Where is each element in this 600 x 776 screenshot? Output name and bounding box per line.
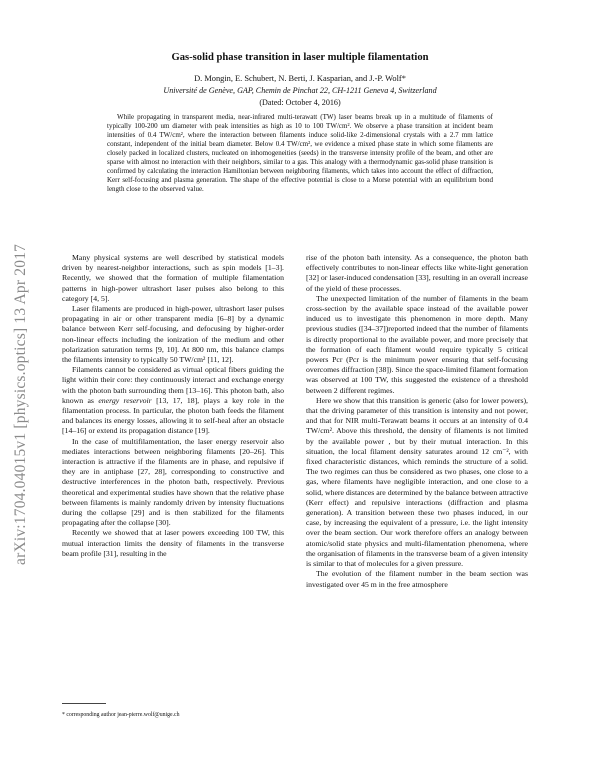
paragraph: rise of the photon bath intensity. As a consequence, the photon bath effectively contributes to non-linear effects like white-light generation [32] or laser-induced condensation [33], resulting in an overall increase of the yield of these processes.	[306, 253, 528, 293]
affiliation: Université de Genève, GAP, Chemin de Pinchat 22, CH-1211 Geneva 4, Switzerland	[163, 86, 437, 95]
paragraph	[62, 365, 284, 436]
paragraph: Laser filaments are produced in high-power, ultrashort laser pulses propagating in air or other transparent media [6–8] by a dynamic balance between Kerr self-focusing, and defocusing by higher-order non-linear effects including the ionization of the medium and other polarization saturation terms [9, 10]. At 800 nm, this balance clamps the filaments intensity to typically 50 TW/cm² [11, 12].	[62, 304, 284, 365]
footnote: * corresponding author jean-pierre.wolf@unige.ch	[62, 712, 180, 718]
arxiv-identifier: arXiv:1704.04015v1 [physics.optics] 13 Apr 2017	[12, 243, 29, 565]
author-list: D. Mongin, E. Schubert, N. Berti, J. Kasparian, and J.-P. Wolf*	[194, 74, 406, 83]
paragraph: In the case of multifilamentation, the laser energy reservoir also mediates interactions between neighboring filaments [20–26]. This interaction is attractive if the filaments are in phase, and repulsive if they are in antiphase [27, 28], corresponding to constructive and destructive interferences in the photon bath, respectively. Previous theoretical and experimental studies have shown that the relative phase between filaments is mainly randomly driven by intensity fluctuations during the collapse [29] and is then stabilized for the filaments propagating after the collapse [30].	[62, 436, 284, 528]
paragraph: Many physical systems are well described by statistical models driven by nearest-neighbor interactions, such as spin models [1–3]. Recently, we showed that the formation of multiple filamentation patterns in high-power ultrashort laser pulses also belong to this category [4, 5].	[62, 253, 284, 303]
footnote-rule	[62, 703, 106, 704]
paragraph: Recently we showed that at laser powers exceeding 100 TW, this mutual interaction limits the density of filaments in the transverse beam profile [31], resulting in the	[62, 528, 284, 558]
paragraph: Here we show that this transition is generic (also for lower powers), that the driving parameter of this transition is intensity and not power, and that for NIR multi-Terawatt beams it occurs at an intensity of 0.4 TW/cm². Above this threshold, the density of filaments is not limited by the available power , but by their mutual interaction. In this situation, the local filament density saturates around 12 cm⁻², with fixed characteristic distances, which reminds the structure of a solid. The two regimes can thus be considered as two phases, one close to a gas, where filaments have negligible interaction, and one close to a solid, where distances are determined by the balance between attractive (Kerr effect) and repulsive interactions (diffraction and plasma generation). A transition between these two phases induced, in our case, by increasing the equivalent of a pressure, i.e. the light intensity over the beam section. Our work therefore offers an analogy between atomic/solid state physics and multi-filamentation phenomena, where the organisation of filaments in the transverse beam of a given intensity is similar to that of molecules for a given pressure.	[306, 395, 528, 569]
paragraph: The evolution of the filament number in the beam section was investigated over 45 m in the free atmosphere	[306, 569, 528, 589]
paper-title: Gas-solid phase transition in laser multiple filamentation	[171, 52, 429, 63]
text-run: Filaments cannot be considered as virtual optical fibers guiding the light within their core: they continuously interact and exchange energy with the photon bath surrounding them [13–16]. This photon bath, also known as	[62, 365, 284, 405]
left-column	[62, 253, 284, 559]
text-run: [13, 17, 18], plays a key role in the filamentation process. In particular, the photon bath feeds the filament and balances its energy losses, allowing it to self-heal after an obstacle [14–16] or extend its propagation distance [19].	[62, 395, 285, 436]
date-line: (Dated: October 4, 2016)	[259, 98, 341, 107]
paragraph: The unexpected limitation of the number of filaments in the beam cross-section by the available space instead of the available power induced us to investigate this phenomenon in more depth. Many previous studies ([34–37])reported indeed that the number of filaments is directly proportional to the available power, and more precisely that the formation of each filament would require typically 5 critical powers Pcr (Pcr is the minimum power ensuring that self-focusing overcomes diffraction [38]). Since the space-limited filament formation was observed at 100 TW, this suggested the existence of a threshold between 2 different regimes.	[306, 293, 528, 395]
abstract: While propagating in transparent media, near-infrared multi-terawatt (TW) laser beams break up in a multitude of filaments of typically 100-200 um diameter with peak intensities as high as 10 to 100 TW/cm². We observe a phase transition at incident beam intensities of 0.4 TW/cm², where the interaction between filaments induce solid-like 2-dimensional crystals with a 2.7 mm lattice constant, independent of the initial beam diameter. Below 0.4 TW/cm², we evidence a mixed phase state in which some filaments are closely packed in localized clusters, nucleated on inhomogeneities (seeds) in the transverse intensity profile of the beam, and other are sparse with almost no interaction with their neighbors, similar to a gas. This analogy with a thermodynamic gas-solid phase transition is confirmed by calculating the interaction Hamiltonian between neighboring filaments, which takes into account the effect of diffraction, Kerr self-focusing and plasma generation. The shape of the effective potential is close to a Morse potential with an equilibrium bond length close to the observed value.	[107, 113, 493, 193]
emphasis-term: energy reservoir	[98, 395, 152, 405]
right-column	[306, 253, 528, 590]
